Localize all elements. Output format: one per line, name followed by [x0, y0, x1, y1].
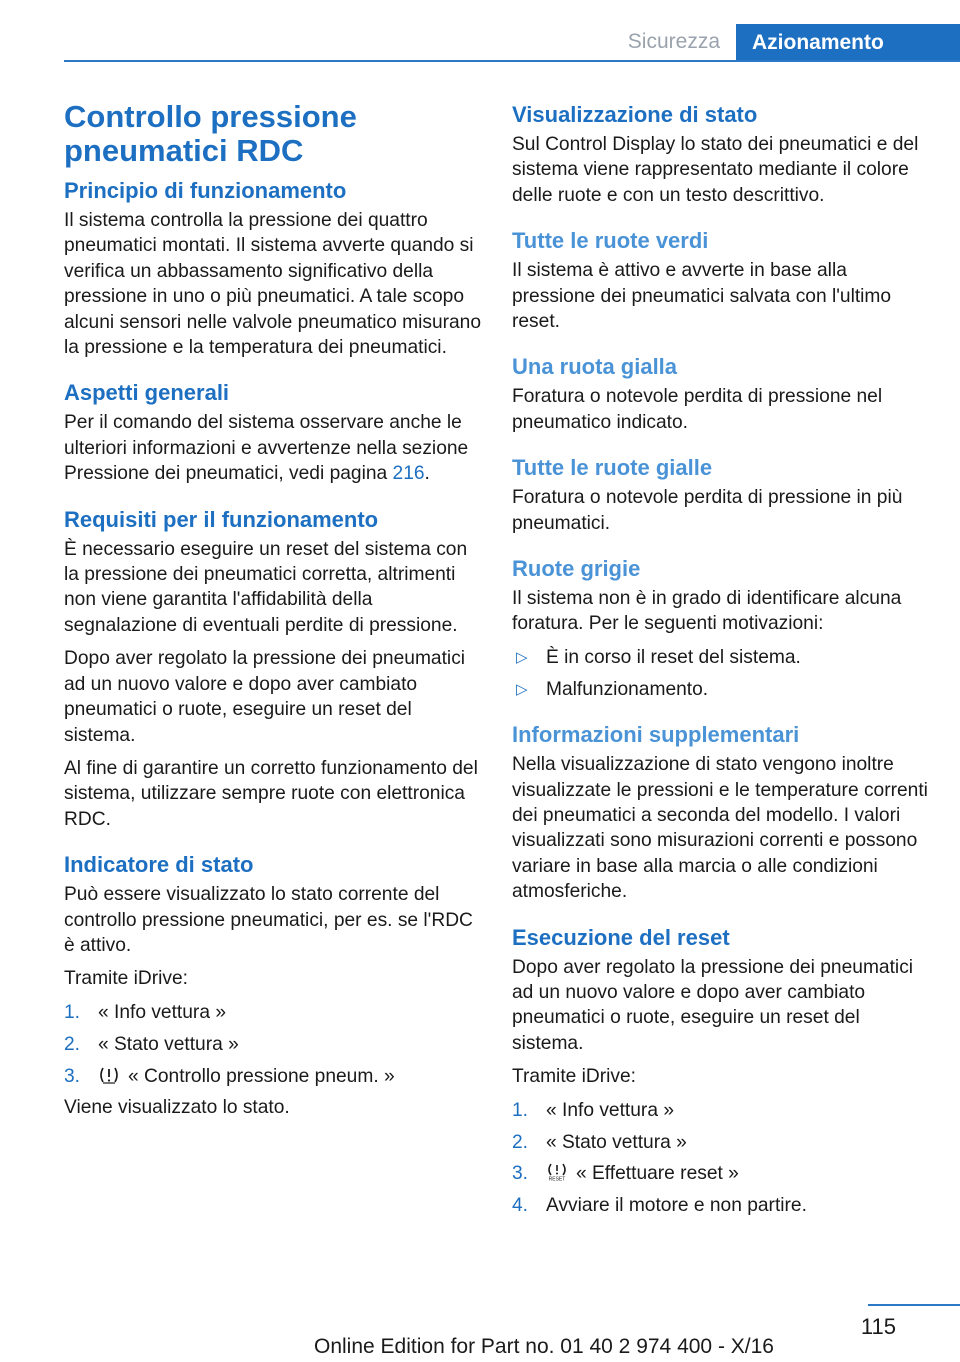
right-column — [512, 100, 930, 1225]
page-title: Controllo pressione pneumatici RDC — [64, 99, 357, 168]
edition-note: Online Edition for Part no. 01 40 2 974 400 - X/16 — [314, 1335, 774, 1358]
list-item — [512, 1161, 930, 1186]
para-indicatore-1: Può essere visualizzato lo stato corrente del controllo pressione pneumatici, per es. se l'RDC è attivo. — [64, 884, 473, 956]
list-item — [64, 1000, 482, 1025]
steps-reset — [512, 1098, 930, 1219]
para-principio: Il sistema controlla la pressione dei quattro pneumatici montati. Il sistema avverte quando si verifica un abbassamento significativo della pressione in uno o più pneumatici. A tale scopo alcuni sensori nelle valvole pneumatico misurano la pressione e la temperatura dei pneumatici. — [64, 210, 482, 359]
step-text: « Effettuare reset » — [576, 1163, 739, 1185]
left-column — [64, 100, 482, 1129]
list-item — [512, 1130, 930, 1155]
para-indicatore-2: Tramite iDrive: — [64, 968, 189, 990]
para-ruota-gialla: Foratura o notevole perdita di pressione nel pneumatico indicato. — [512, 386, 883, 433]
list-item — [64, 1032, 482, 1057]
list-item — [512, 645, 930, 670]
page-header — [0, 0, 960, 62]
para-requisiti-2: Dopo aver regolato la pressione dei pneumatici ad un nuovo valore e dopo aver cambiato pneumatici o ruote, eseguire un reset del sistema. — [64, 648, 466, 746]
step-text: « Stato vettura » — [98, 1033, 239, 1055]
steps-indicatore — [64, 1000, 482, 1089]
page-reference-link[interactable]: 216 — [392, 463, 425, 485]
para-indicatore-3: Viene visualizzato lo stato. — [64, 1097, 290, 1119]
heading-requisiti: Requisiti per il funzionamento — [64, 506, 379, 532]
para-ruote-verdi: Il sistema è attivo e avverte in base alla pressione dei pneumatici salvata con l'ultimo reset. — [512, 260, 892, 333]
reset-icon-label: RESET — [548, 1176, 566, 1182]
step-number: 2. — [64, 1033, 81, 1055]
heading-ruote-verdi: Tutte le ruote verdi — [512, 228, 709, 254]
bullet-triangle-icon: ▷ — [516, 680, 528, 698]
step-number: 1. — [512, 1099, 529, 1121]
heading-ruota-gialla: Una ruota gialla — [512, 354, 678, 380]
header-section-tab[interactable]: Sicurezza — [627, 30, 720, 53]
heading-ruote-gialle: Tutte le ruote gialle — [512, 455, 713, 481]
bullet-text: È in corso il reset del sistema. — [546, 646, 801, 668]
para-ruote-grigie: Il sistema non è in grado di identificare alcuna foratura. Per le seguenti motivazioni: — [512, 588, 902, 635]
list-item — [512, 677, 930, 702]
list-item — [512, 1098, 930, 1123]
step-number: 1. — [64, 1001, 81, 1023]
heading-reset: Esecuzione del reset — [512, 924, 730, 950]
bullets-ruote-grigie — [512, 645, 930, 702]
header-chapter-tab[interactable]: Azionamento — [736, 24, 960, 62]
para-requisiti-1: È necessario eseguire un reset del sistema con la pressione dei pneumatici corretta, altrimenti non viene garantita l'affidabilità della segnalazione di eventuali perdite di pressione. — [64, 538, 468, 636]
para-informazioni: Nella visualizzazione di stato vengono inoltre visualizzate le pressioni e le temperature correnti dei pneumatici a seconda del modello. I valori visualizzati sono misurazioni correnti e possono variare in base alla marcia o alle condizioni atmosferiche. — [512, 754, 928, 903]
list-item — [64, 1064, 482, 1089]
para-aspetti-end: . — [424, 463, 430, 485]
para-aspetti — [64, 410, 482, 486]
step-number: 2. — [512, 1131, 529, 1153]
para-visualizzazione: Sul Control Display lo stato dei pneumatici e del sistema viene rappresentato mediante il colore delle ruote e con un testo descrittivo. — [512, 134, 919, 206]
page-number: 115 — [860, 1314, 896, 1339]
tire-pressure-reset-icon — [546, 1163, 568, 1181]
heading-informazioni: Informazioni supplementari — [512, 722, 800, 748]
bullet-triangle-icon: ▷ — [516, 648, 528, 666]
step-number: 3. — [64, 1065, 81, 1087]
para-requisiti-3: Al fine di garantire un corretto funzionamento del sistema, utilizzare sempre ruote con elettronica RDC. — [64, 757, 478, 830]
step-text: « Controllo pressione pneum. » — [128, 1065, 395, 1087]
para-reset-2: Tramite iDrive: — [512, 1066, 637, 1088]
step-text: « Info vettura » — [546, 1099, 674, 1121]
step-number: 4. — [512, 1195, 529, 1217]
heading-aspetti: Aspetti generali — [64, 380, 230, 406]
bullet-text: Malfunzionamento. — [546, 678, 709, 700]
step-text: « Stato vettura » — [546, 1131, 687, 1153]
footer-rule — [868, 1304, 960, 1306]
list-item — [512, 1193, 930, 1218]
step-text: « Info vettura » — [98, 1001, 226, 1023]
para-aspetti-text: Per il comando del sistema osservare anche le ulteriori informazioni e avvertenze nella sezione Pressione dei pneumatici, vedi pagina — [64, 412, 469, 485]
step-text: Avviare il motore e non partire. — [546, 1195, 807, 1217]
heading-principio: Principio di funzionamento — [64, 178, 347, 203]
para-reset-1: Dopo aver regolato la pressione dei pneumatici ad un nuovo valore e dopo aver cambiato pneumatici o ruote, eseguire un reset del sistema. — [512, 956, 914, 1054]
tire-pressure-warning-icon — [98, 1066, 120, 1084]
header-rule — [64, 60, 960, 62]
heading-ruote-grigie: Ruote grigie — [512, 556, 641, 582]
heading-indicatore: Indicatore di stato — [64, 852, 254, 878]
heading-visualizzazione: Visualizzazione di stato — [512, 102, 758, 127]
step-number: 3. — [512, 1163, 529, 1185]
para-ruote-gialle: Foratura o notevole perdita di pressione in più pneumatici. — [512, 487, 903, 534]
